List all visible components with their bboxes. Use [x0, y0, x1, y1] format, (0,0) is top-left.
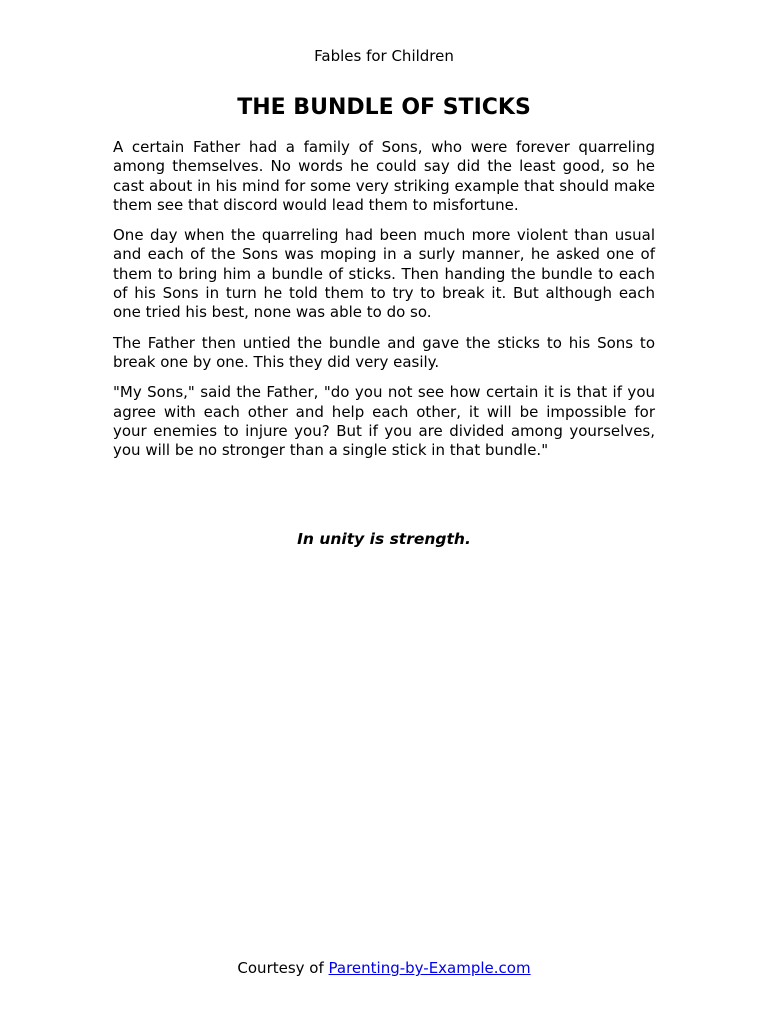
moral-text: In unity is strength. [297, 530, 471, 548]
paragraph-2: One day when the quarreling had been much more violent than usual and each of the Sons was moping in a surly manner, he asked one of them to bring him a bundle of sticks. Then handing the bundle to each of his Sons in turn he told them to try to break it. But although each one tried his best, none was able to do so. [113, 226, 655, 322]
footer-prefix: Courtesy of [237, 959, 329, 977]
paragraph-4: "My Sons," said the Father, "do you not see how certain it is that if you agree with each other and help each other, it will be impossible for your enemies to injure you? But if you are divided among yourselves, you will be no stronger than a single stick in that bundle." [113, 383, 655, 460]
footer-credit [0, 958, 768, 978]
footer-link[interactable]: Parenting-by-Example.com [328, 959, 531, 977]
running-header: Fables for Children [314, 47, 454, 65]
story-body [113, 138, 655, 471]
paragraph-1: A certain Father had a family of Sons, who were forever quarreling among themselves. No words he could say did the least good, so he cast about in his mind for some very striking example that should make them see that discord would lead them to misfortune. [113, 138, 655, 214]
page-title: THE BUNDLE OF STICKS [237, 95, 531, 120]
paragraph-3: The Father then untied the bundle and gave the sticks to his Sons to break one by one. This they did very easily. [113, 333, 655, 371]
